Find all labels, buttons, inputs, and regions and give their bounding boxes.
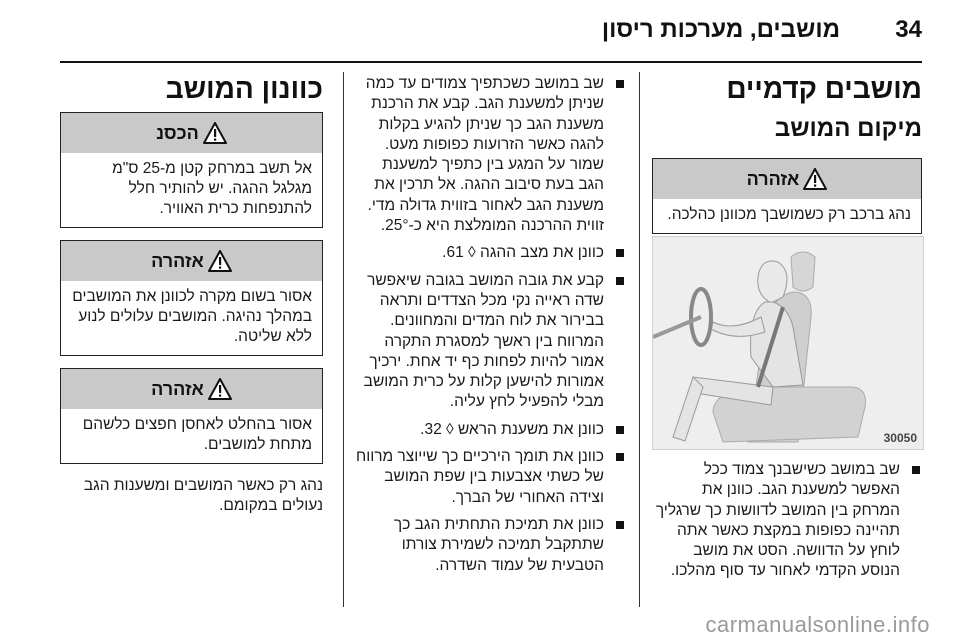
watermark: carmanualsonline.info: [705, 612, 930, 637]
page-title: מושבים, מערכות ריסון: [601, 16, 840, 43]
right-column: [652, 72, 922, 234]
figure-code: 30050: [883, 431, 917, 445]
warning-triangle-icon: [208, 250, 232, 272]
seat-position-illustration: [652, 236, 924, 450]
list-item: שב במושב כשישבנך צמוד ככל האפשר למשענת הגב. כוונן את המרחק בין המושב לדוושות כך שרגליך תהיינה כפופות במקצת כאשר אתה לוחץ על הדוושה. הסט את מושב הנוסע הקדמי לאחור עד סוף מהלכו.: [652, 460, 922, 582]
left-column: [60, 72, 323, 517]
warning-triangle-icon: [203, 122, 227, 144]
caution-title: הכסנ: [156, 122, 199, 143]
warning-box-header: [61, 369, 322, 409]
list-item: שב במושב כשכתפיך צמודים עד כמה שניתן למשענת הגב. קבע את הרכנת משענת הגב כך שניתן להגיע בקלות להגה כאשר הזרועות כפופות מעט. שמור על המגע בין כתפיך למשענת הגב בעת סיבוב ההגה. אל תרכין את משענת הגב לאחור בזווית גדולה מדי. זווית ההרכנה המומלצת היא כ-25°.: [356, 74, 626, 236]
right-column-bullets: [652, 460, 922, 589]
middle-column: [356, 74, 626, 583]
warning-text: נהג ברכב רק כשמושבך מכוונן כהלכה.: [667, 206, 911, 223]
warning-text: אסור בהחלט לאחסן חפצים כלשהם מתחת למושבים.: [82, 416, 312, 453]
caution-box: [60, 112, 323, 228]
subsection-heading: מיקום המושב: [774, 115, 922, 142]
warning-box-header: [61, 241, 322, 281]
column-divider-left: [343, 72, 344, 607]
warning-title: אזהרה: [151, 250, 204, 271]
header-rule: [60, 61, 922, 63]
warning-box: [60, 368, 323, 464]
warning-title: אזהרה: [746, 168, 800, 189]
warning-triangle-icon: [208, 378, 232, 400]
caution-text: אל תשב במרחק קטן מ-25 ס"מ מגלגל ההגה. יש להותיר חלל להתנפחות כרית האוויר.: [112, 160, 312, 217]
page-number: 34: [895, 16, 922, 43]
warning-box: [652, 158, 922, 234]
warning-triangle-icon: [803, 168, 827, 190]
warning-title: אזהרה: [151, 378, 204, 399]
warning-box-header: [653, 159, 921, 199]
list-item: כוונן את תומך הירכיים כך שייוצר מרווח של כשתי אצבעות בין שפת המושב וצידה האחורי של הברך.: [356, 447, 626, 508]
list-item: כוונן את מצב ההגה ◊ 61.: [356, 243, 626, 263]
caution-box-header: [61, 113, 322, 153]
column-divider-right: [639, 72, 640, 607]
list-item: כוונן את משענת הראש ◊ 32.: [356, 420, 626, 440]
warning-text: אסור בשום מקרה לכוונן את המושבים במהלך נהיגה. המושבים עלולים לנוע ללא שליטה.: [72, 288, 312, 345]
section-heading: מושבים קדמיים: [726, 73, 922, 104]
list-item: כוונן את תמיכת התחתית הגב כך שתתקבל תמיכה לשמירת צורתו הטבעית של עמוד השדרה.: [356, 515, 626, 576]
list-item: קבע את גובה המושב בגובה שיאפשר שדה ראייה נקי מכל הצדדים ותראה בבירור את לוח המדים והמחוונים. המרווח בין ראשך למסגרת התקרה אמור להיות לפחות כף יד אחת. ירכיך אמורות להישען קלות על כרית המושב מבלי להפעיל לחץ עליה.: [356, 271, 626, 413]
warning-box: [60, 240, 323, 356]
body-paragraph: נהג רק כאשר המושבים ומשענות הגב נעולים במקומם.: [83, 477, 323, 515]
section-heading: כוונון המושב: [165, 73, 323, 104]
